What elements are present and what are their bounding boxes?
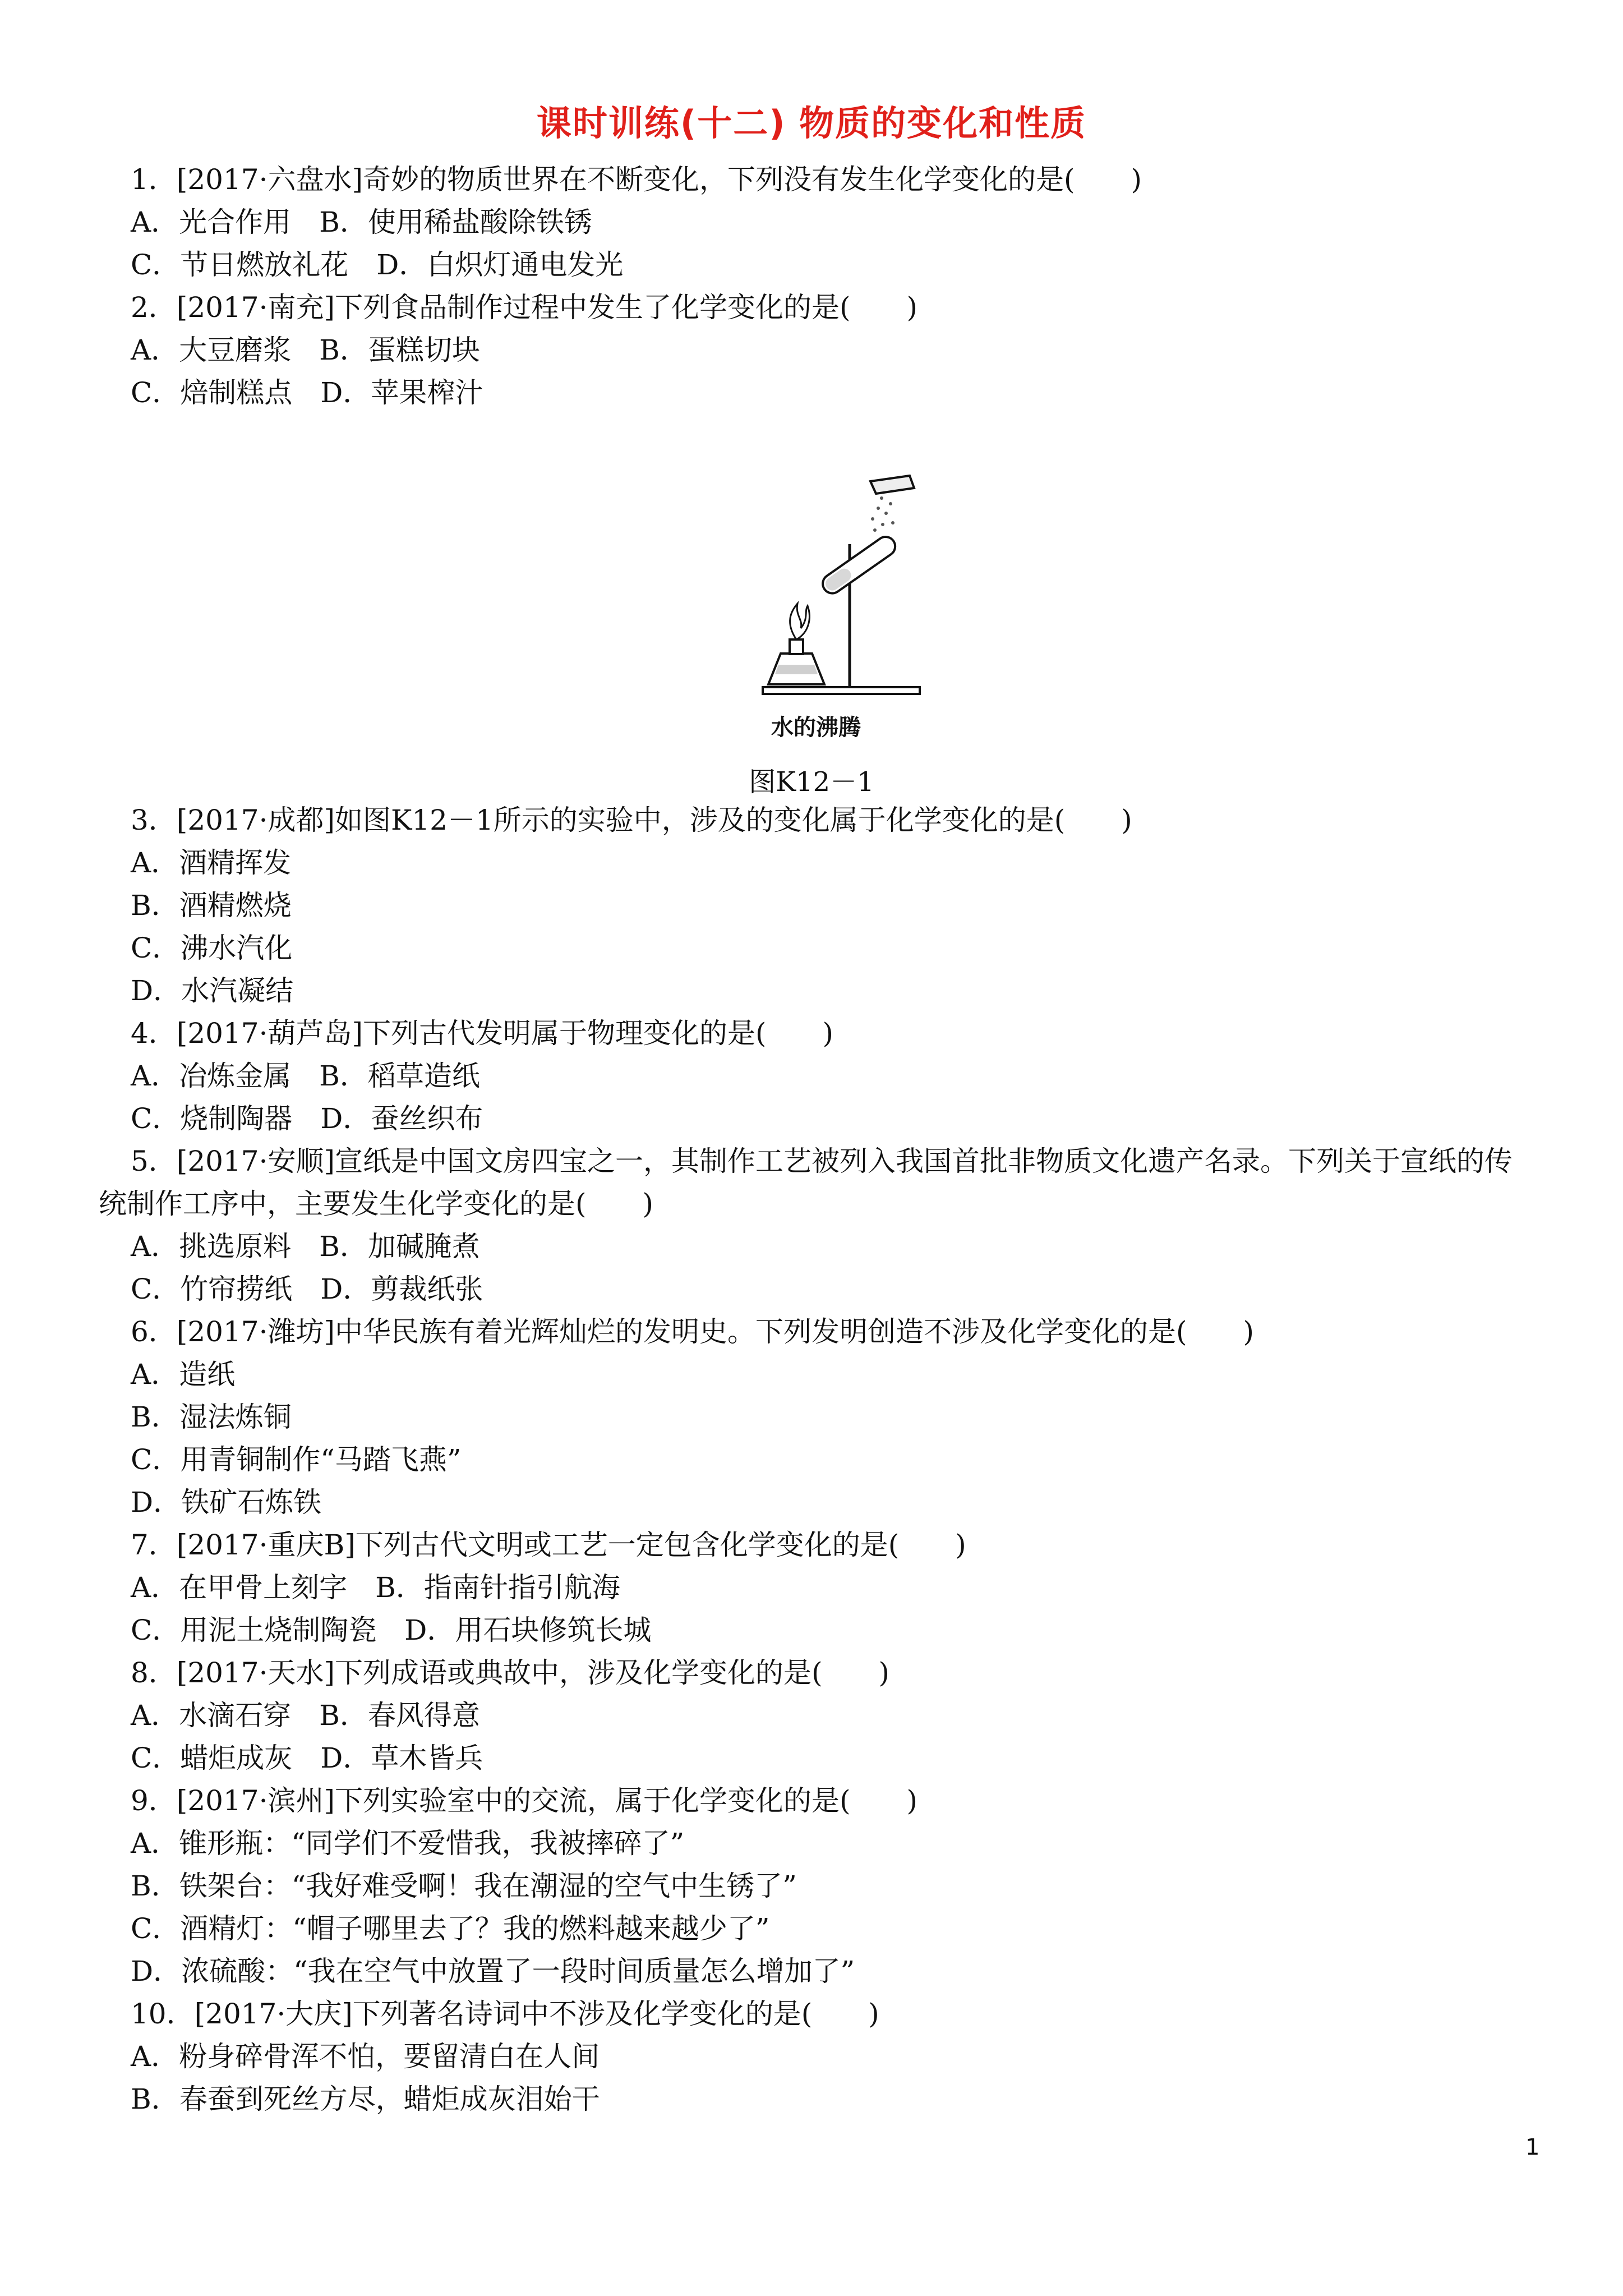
question-9-option-d: D．浓硫酸：“我在空气中放置了一段时间质量怎么增加了”: [131, 1955, 855, 1987]
question-1-option-row-2: C．节日燃放礼花 D．白炽灯通电发光: [131, 249, 624, 281]
question-2-option-row-2: C．焙制糕点 D．苹果榨汁: [131, 376, 483, 409]
question-8-option-row-2: C．蜡炬成灰 D．草木皆兵: [131, 1742, 483, 1774]
question-9-option-b: B．铁架台：“我好难受啊！我在潮湿的空气中生锈了”: [131, 1870, 797, 1902]
question-4-option-row-2: C．烧制陶器 D．蚕丝织布: [131, 1102, 483, 1135]
flame: [790, 604, 810, 639]
question-6-stem: 6．[2017·潍坊]中华民族有着光辉灿烂的发明史。下列发明创造不涉及化学变化的是( ): [131, 1315, 1254, 1348]
question-2-option-row-1: A．大豆磨浆 B．蛋糕切块: [131, 334, 480, 366]
question-5-stem-line-1: 5．[2017·安顺]宣纸是中国文房四宝之一，其制作工艺被列入我国首批非物质文化遗产名录。下列关于宣纸的传: [131, 1145, 1513, 1177]
question-1-stem: 1．[2017·六盘水]奇妙的物质世界在不断变化，下列没有发生化学变化的是( ): [131, 163, 1142, 196]
question-5-option-row-2: C．竹帘捞纸 D．剪裁纸张: [131, 1273, 483, 1305]
question-8-stem: 8．[2017·天水]下列成语或典故中，涉及化学变化的是( ): [131, 1657, 889, 1689]
page-number: 1: [1525, 2134, 1540, 2160]
question-4-stem: 4．[2017·葫芦岛]下列古代发明属于物理变化的是( ): [131, 1017, 833, 1050]
question-5-stem-line-2: 统制作工序中，主要发生化学变化的是( ): [99, 1188, 654, 1220]
figure-caption: 图K12－1: [749, 766, 874, 798]
question-10-option-a: A．粉身碎骨浑不怕，要留清白在人间: [131, 2040, 600, 2073]
alcohol-lamp: [768, 604, 824, 684]
question-9-stem: 9．[2017·滨州]下列实验室中的交流，属于化学变化的是( ): [131, 1784, 917, 1817]
question-4-option-row-1: A．冶炼金属 B．稻草造纸: [131, 1060, 480, 1092]
question-10-stem: 10．[2017·大庆]下列著名诗词中不涉及化学变化的是( ): [131, 1998, 879, 2030]
question-2-stem: 2．[2017·南充]下列食品制作过程中发生了化学变化的是( ): [131, 291, 917, 324]
question-7-option-row-1: A．在甲骨上刻字 B．指南针指引航海: [131, 1571, 620, 1604]
steam-droplets: [871, 496, 895, 532]
question-6-option-d: D．铁矿石炼铁: [131, 1486, 322, 1519]
question-7-stem: 7．[2017·重庆B]下列古代文明或工艺一定包含化学变化的是( ): [131, 1529, 966, 1561]
question-7-option-row-2: C．用泥土烧制陶瓷 D．用石块修筑长城: [131, 1614, 652, 1646]
question-3-option-b: B．酒精燃烧: [131, 889, 292, 922]
test-tube: [819, 533, 898, 597]
question-6-option-b: B．湿法炼铜: [131, 1401, 292, 1433]
stand-base: [763, 687, 920, 694]
question-10-option-b: B．春蚕到死丝方尽，蜡炬成灰泪始干: [131, 2083, 600, 2115]
question-3-option-d: D．水汽凝结: [131, 974, 294, 1007]
question-6-option-c: C．用青铜制作“马踏飞燕”: [131, 1443, 462, 1476]
question-6-option-a: A．造纸: [131, 1358, 236, 1391]
question-1-option-row-1: A．光合作用 B．使用稀盐酸除铁锈: [131, 206, 592, 238]
question-3-stem: 3．[2017·成都]如图K12－1所示的实验中，涉及的变化属于化学变化的是( ): [131, 804, 1132, 836]
question-9-option-c: C．酒精灯：“帽子哪里去了？我的燃料越来越少了”: [131, 1912, 770, 1945]
glass-plate: [870, 476, 914, 494]
page-title: 课时训练(十二) 物质的变化和性质: [536, 103, 1087, 144]
question-5-option-row-1: A．挑选原料 B．加碱腌煮: [131, 1230, 480, 1263]
question-3-option-a: A．酒精挥发: [131, 846, 292, 879]
question-9-option-a: A．锥形瓶：“同学们不爱惜我，我被摔碎了”: [131, 1827, 685, 1860]
lab-apparatus-drawing: [746, 471, 925, 707]
boiling-water-apparatus-figure: [746, 471, 925, 729]
figure-label: 水的沸腾: [771, 715, 861, 740]
question-8-option-row-1: A．水滴石穿 B．春风得意: [131, 1699, 480, 1732]
question-3-option-c: C．沸水汽化: [131, 932, 293, 964]
